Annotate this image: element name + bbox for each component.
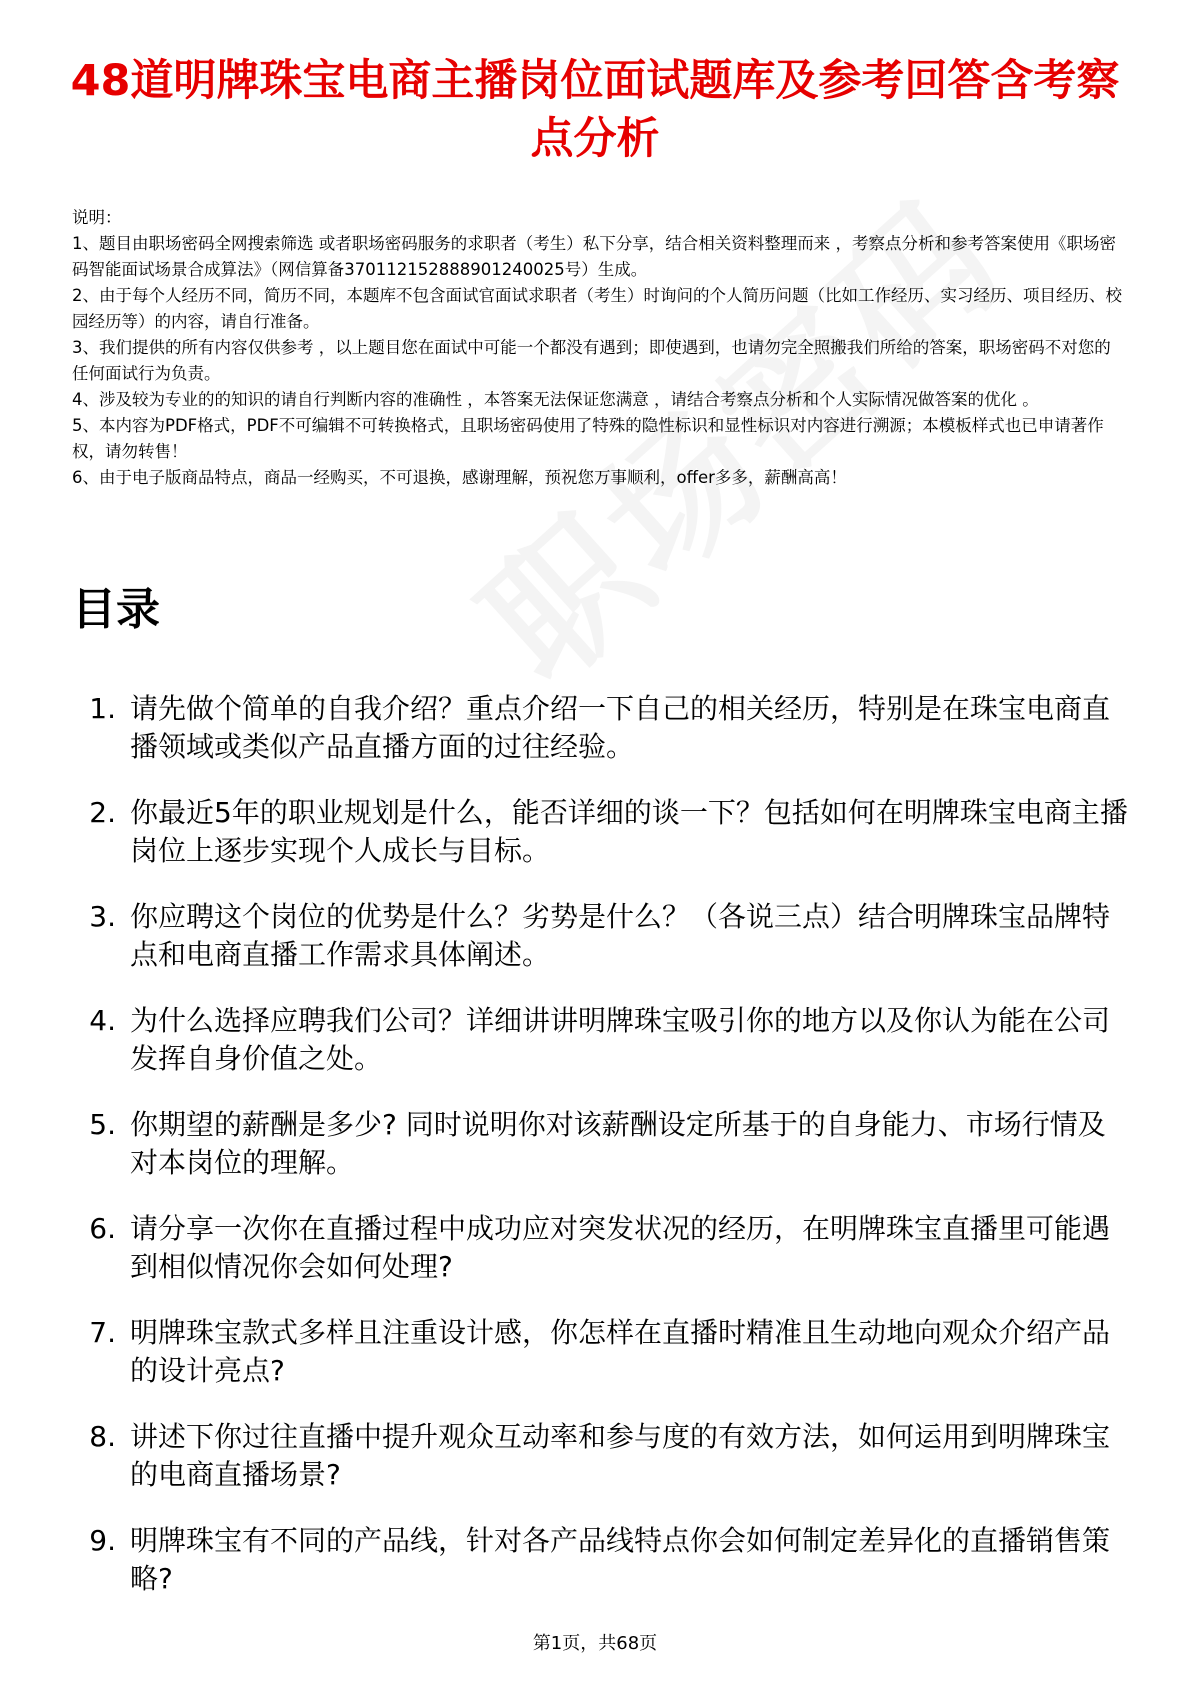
toc-item-number: 3. (89, 900, 116, 933)
intro-heading: 说明： (72, 208, 122, 227)
toc-item-text[interactable]: 明牌珠宝款式多样且注重设计感，你怎样在直播时精准且生动地向观众介绍产品的设计亮点? (130, 1316, 1111, 1387)
toc-item-text[interactable]: 讲述下你过往直播中提升观众互动率和参与度的有效方法，如何运用到明牌珠宝的电商直播场景? (130, 1420, 1111, 1491)
toc-item-number: 2. (89, 796, 116, 829)
page-footer: 第1页，共68页 (532, 1633, 658, 1654)
toc-item-number: 1. (89, 692, 116, 725)
toc-item-number: 4. (89, 1004, 116, 1037)
toc-item-number: 6. (89, 1212, 116, 1245)
intro-section (72, 205, 1122, 491)
toc-item-text[interactable]: 明牌珠宝有不同的产品线，针对各产品线特点你会如何制定差异化的直播销售策略? (130, 1524, 1111, 1595)
toc-item-text[interactable]: 为什么选择应聘我们公司？详细讲讲明牌珠宝吸引你的地方以及你认为能在公司发挥自身价值之处。 (130, 1004, 1111, 1075)
intro-item: 4、涉及较为专业的的知识的请自行判断内容的准确性 ，本答案无法保证您满意 ，请结合考察点分析和个人实际情况做答案的优化 。 (72, 390, 1039, 409)
toc-heading: 目录 (72, 584, 160, 635)
toc-item[interactable] (72, 1002, 1132, 1078)
toc-item-number: 7. (89, 1316, 116, 1349)
toc-item-text[interactable]: 你应聘这个岗位的优势是什么？劣势是什么？（各说三点）结合明牌珠宝品牌特点和电商直播工作需求具体阐述。 (130, 900, 1111, 971)
intro-item: 5、本内容为PDF格式，PDF不可编辑不可转换格式，且职场密码使用了特殊的隐性标识和显性标识对内容进行溯源；本模板样式也已申请著作权，请勿转售！ (72, 416, 1104, 461)
toc-item[interactable] (72, 690, 1132, 766)
toc-item[interactable] (72, 1106, 1132, 1182)
toc-item[interactable] (72, 898, 1132, 974)
toc-item[interactable] (72, 1314, 1132, 1390)
toc-item-number: 9. (89, 1524, 116, 1557)
intro-item: 1、题目由职场密码全网搜索筛选 或者职场密码服务的求职者（考生）私下分享，结合相关资料整理而来 ，考察点分析和参考答案使用《职场密码智能面试场景合成算法》（网信算备370112152888901240025号）生成。 (72, 234, 1116, 279)
toc-list (72, 690, 1132, 1626)
toc-item-text[interactable]: 你期望的薪酬是多少? 同时说明你对该薪酬设定所基于的自身能力、市场行情及对本岗位的理解。 (130, 1108, 1106, 1179)
toc-item-number: 8. (89, 1420, 116, 1453)
intro-item: 3、我们提供的所有内容仅供参考 ，以上题目您在面试中可能一个都没有遇到；即使遇到，也请勿完全照搬我们所给的答案，职场密码不对您的任何面试行为负责。 (72, 338, 1111, 383)
toc-item-text[interactable]: 请分享一次你在直播过程中成功应对突发状况的经历，在明牌珠宝直播里可能遇到相似情况你会如何处理? (130, 1212, 1111, 1283)
page-title: 48道明牌珠宝电商主播岗位面试题库及参考回答含考察点分析 (70, 56, 1120, 164)
intro-item: 6、由于电子版商品特点，商品一经购买，不可退换，感谢理解，预祝您万事顺利，offer多多，薪酬高高！ (72, 468, 847, 487)
toc-item[interactable] (72, 1210, 1132, 1286)
toc-item[interactable] (72, 1522, 1132, 1598)
intro-item: 2、由于每个人经历不同，简历不同，本题库不包含面试官面试求职者（考生）时询问的个人简历问题（比如工作经历、实习经历、项目经历、校园经历等）的内容，请自行准备。 (72, 286, 1122, 331)
toc-item-number: 5. (89, 1108, 116, 1141)
toc-item-text[interactable]: 你最近5年的职业规划是什么，能否详细的谈一下？包括如何在明牌珠宝电商主播岗位上逐步实现个人成长与目标。 (130, 796, 1128, 867)
toc-item[interactable] (72, 1418, 1132, 1494)
toc-item-text[interactable]: 请先做个简单的自我介绍？重点介绍一下自己的相关经历，特别是在珠宝电商直播领域或类似产品直播方面的过往经验。 (130, 692, 1111, 763)
toc-item[interactable] (72, 794, 1132, 870)
